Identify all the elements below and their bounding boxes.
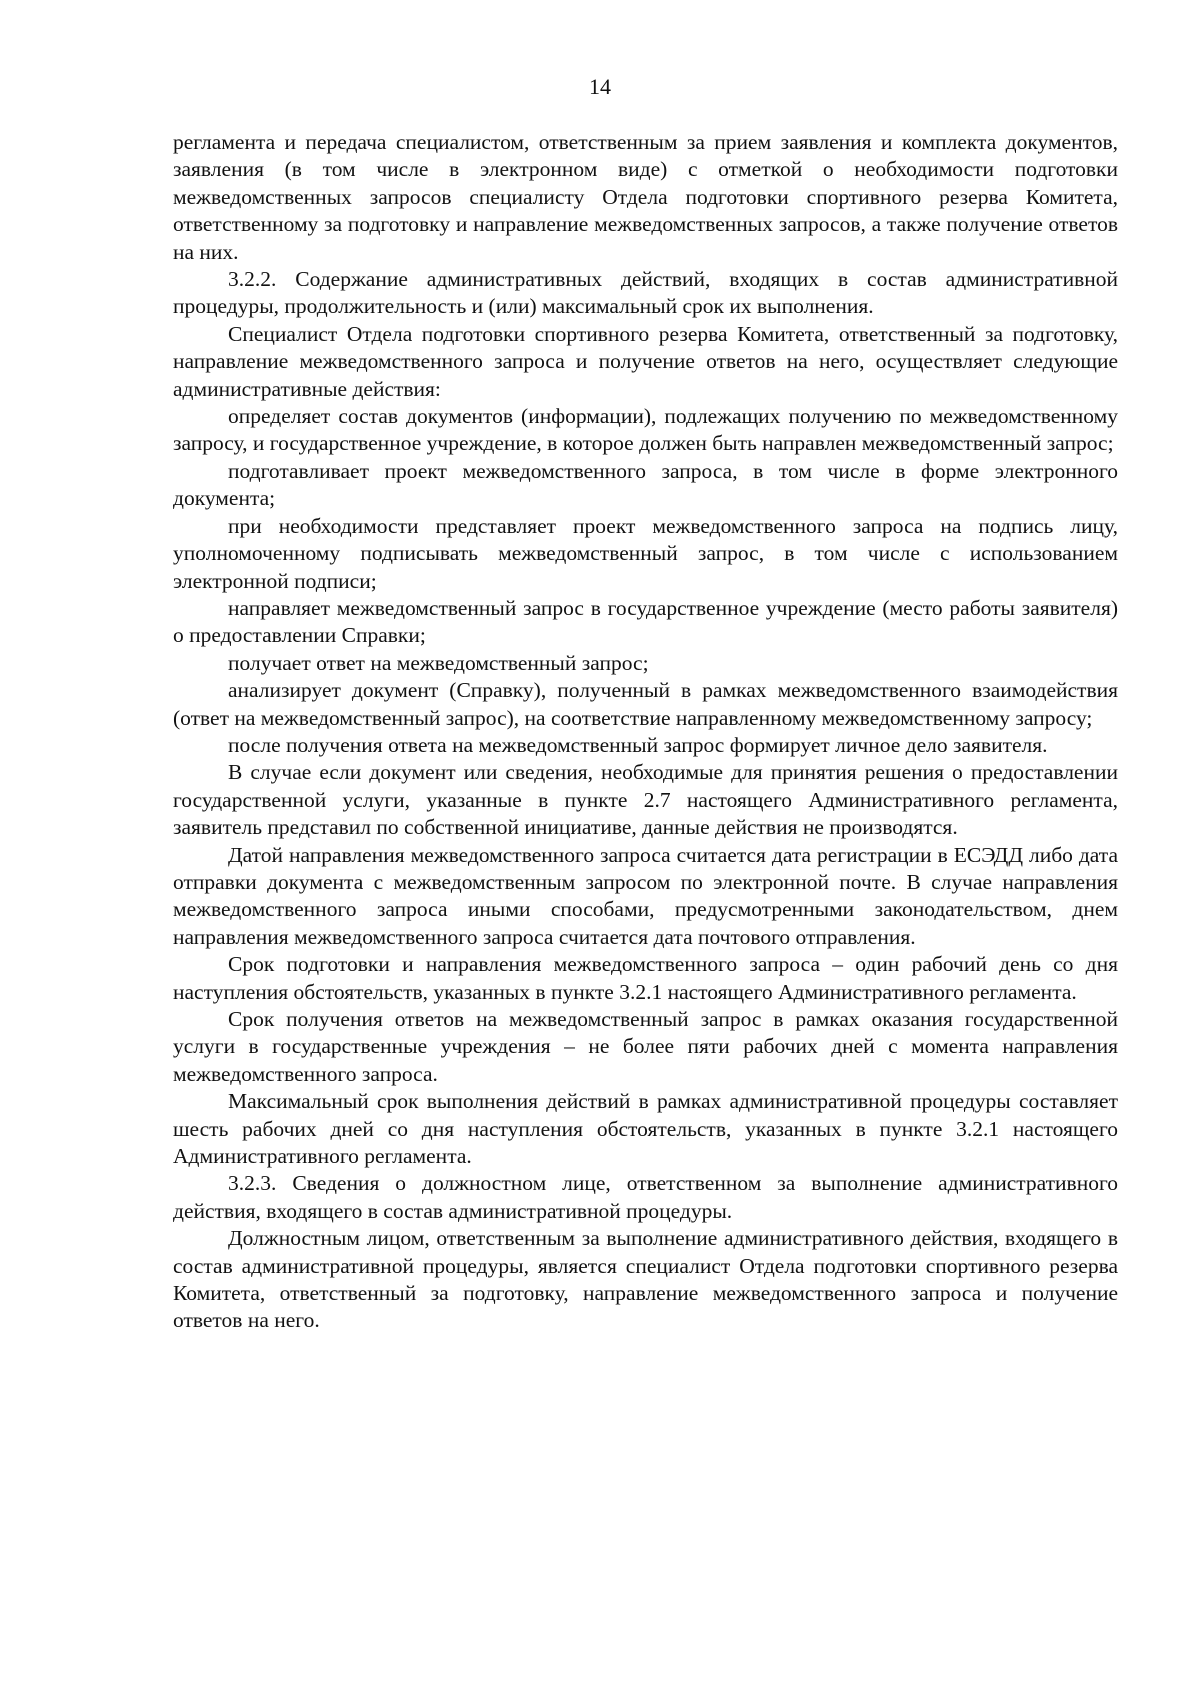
- paragraph-responsible-official: Должностным лицом, ответственным за выполнение административного действия, входящего в состав административной процедуры, является специалист Отдела подготовки спортивного резерва Комитета, ответственный за подготовку, направление межведомственного запроса и получение ответов на него.: [173, 1226, 1118, 1333]
- paragraph-action-determine: определяет состав документов (информации), подлежащих получению по межведомственному запросу, и государственное учреждение, в которое должен быть направлен межведомственный запрос;: [173, 404, 1118, 456]
- paragraph-continuation: регламента и передача специалистом, ответственным за прием заявления и комплекта документов, заявления (в том числе в электронном виде) с отметкой о необходимости подготовки межведомственных запросов специалисту Отдела подготовки спортивного резерва Комитета, ответственному за подготовку и направление межведомственных запросов, а также получение ответов на них.: [173, 130, 1118, 264]
- paragraph-preparation-deadline: Срок подготовки и направления межведомственного запроса – один рабочий день со дня наступления обстоятельств, указанных в пункте 3.2.1 настоящего Административного регламента.: [173, 952, 1118, 1004]
- paragraph-section-3-2-3: 3.2.3. Сведения о должностном лице, ответственном за выполнение административного действия, входящего в состав административной процедуры.: [173, 1171, 1118, 1223]
- paragraph-request-date: Датой направления межведомственного запроса считается дата регистрации в ЕСЭДД либо дата отправки документа с межведомственным запросом по электронной почте. В случае направления межведомственного запроса иными способами, предусмотренными законодательством, днем направления межведомственного запроса считается дата почтового отправления.: [173, 842, 1118, 949]
- paragraph-action-receive-answer: получает ответ на межведомственный запрос;: [228, 650, 649, 675]
- document-body: [173, 129, 1118, 1335]
- paragraph-action-analyze: анализирует документ (Справку), полученный в рамках межведомственного взаимодействия (ответ на межведомственный запрос), на соответствие направленному межведомственному запросу;: [173, 678, 1118, 730]
- paragraph-answer-deadline: Срок получения ответов на межведомственный запрос в рамках оказания государственной услуги в государственные учреждения – не более пяти рабочих дней с момента направления межведомственного запроса.: [173, 1007, 1118, 1086]
- paragraph-action-prepare: подготавливает проект межведомственного запроса, в том числе в форме электронного документа;: [173, 458, 1118, 511]
- paragraph-specialist-actions: Специалист Отдела подготовки спортивного резерва Комитета, ответственный за подготовку, направление межведомственного запроса и получение ответов на него, осуществляет следующие административные действия:: [173, 321, 1118, 401]
- paragraph-section-3-2-2: 3.2.2. Содержание административных действий, входящих в состав административной процедуры, продолжительность и (или) максимальный срок их выполнения.: [173, 267, 1118, 319]
- page-number: 14: [589, 74, 611, 99]
- paragraph-action-send-request: направляет межведомственный запрос в государственное учреждение (место работы заявителя) о предоставлении Справки;: [173, 595, 1118, 648]
- paragraph-action-submit-for-signature: при необходимости представляет проект межведомственного запроса на подпись лицу, уполномоченному подписывать межведомственный запрос, в том числе с использованием электронной подписи;: [173, 513, 1118, 593]
- paragraph-own-initiative: В случае если документ или сведения, необходимые для принятия решения о предоставлении государственной услуги, указанные в пункте 2.7 настоящего Административного регламента, заявитель представил по собственной инициативе, данные действия не производятся.: [173, 760, 1118, 840]
- paragraph-maximum-deadline: Максимальный срок выполнения действий в рамках административной процедуры составляет шесть рабочих дней со дня наступления обстоятельств, указанных в пункте 3.2.1 настоящего Административного регламента.: [173, 1089, 1118, 1169]
- paragraph-action-form-file: после получения ответа на межведомственный запрос формирует личное дело заявителя.: [228, 732, 1048, 757]
